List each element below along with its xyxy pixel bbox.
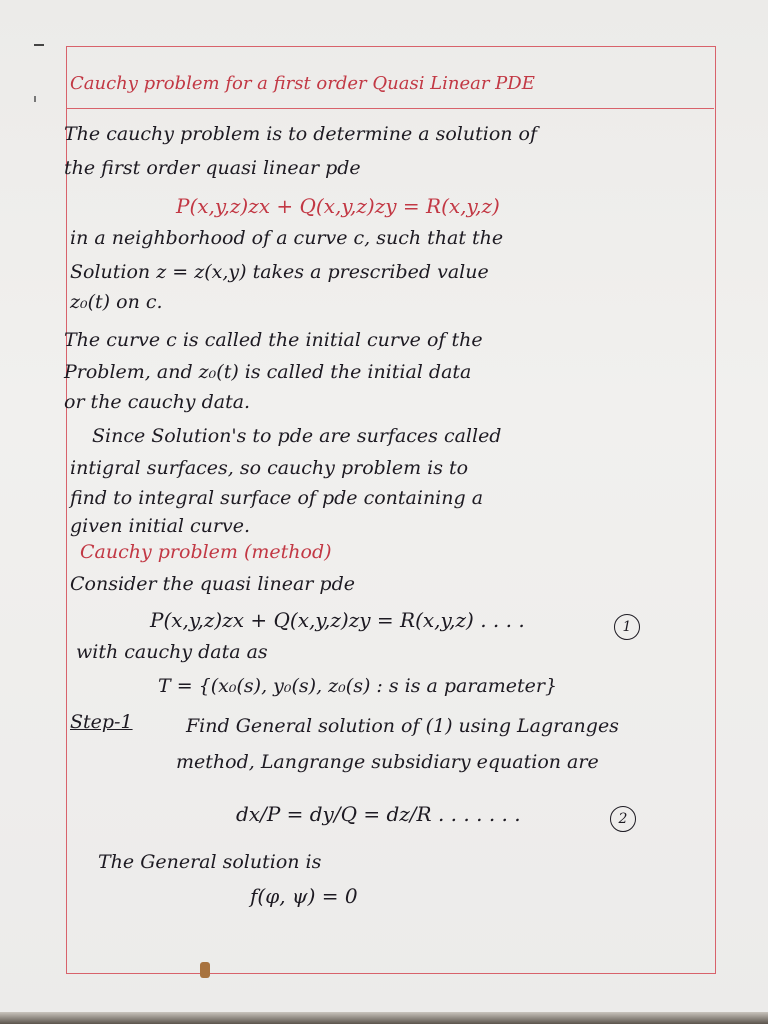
general-solution-intro: The General solution is [98,851,322,873]
integral-surface-line-1: Since Solution's to pde are surfaces called [92,425,502,447]
general-solution: f(φ, ψ) = 0 [250,884,358,908]
step-1-line-2: method, Langrange subsidiary equation are [176,751,599,773]
pde-equation: P(x,y,z)zx + Q(x,y,z)zy = R(x,y,z) [176,194,500,218]
initial-curve-line-1: The curve c is called the initial curve of the [64,329,483,351]
intro-line-4: Solution z = z(x,y) takes a prescribed value [70,261,489,283]
consider-line: Consider the quasi linear pde [70,573,355,595]
margin-mark [34,44,44,46]
integral-surface-line-4: given initial curve. [70,515,251,537]
integral-surface-line-3: find to integral surface of pde containing a [70,487,484,509]
initial-curve-line-3: or the cauchy data. [64,391,251,413]
margin-tick [34,96,36,102]
equation-ref-1: 1 [614,614,640,640]
initial-curve-line-2: Problem, and z₀(t) is called the initial data [64,361,472,383]
subsidiary-equation: dx/P = dy/Q = dz/R . . . . . . . [236,802,521,826]
intro-line-5: z₀(t) on c. [70,291,163,313]
page-edge [0,1012,768,1024]
method-heading: Cauchy problem (method) [80,541,332,563]
binder-pin [200,962,210,978]
intro-line-3: in a neighborhood of a curve c, such that the [70,227,504,249]
step-1-label: Step-1 [70,711,133,733]
intro-line-1: The cauchy problem is to determine a solution of [64,123,538,145]
method-pde: P(x,y,z)zx + Q(x,y,z)zy = R(x,y,z) . . . . [150,608,525,632]
with-data-line: with cauchy data as [76,641,268,663]
integral-surface-line-2: intigral surfaces, so cauchy problem is to [70,457,469,479]
step-1-line-1: Find General solution of (1) using Lagranges [186,715,619,737]
page-border [66,46,716,974]
page-title: Cauchy problem for a first order Quasi Linear PDE [70,73,535,94]
cauchy-data-set: T = {(x₀(s), y₀(s), z₀(s) : s is a parameter} [158,675,558,697]
equation-ref-2: 2 [610,806,636,832]
header-rule [66,108,714,109]
intro-line-2: the first order quasi linear pde [64,157,361,179]
